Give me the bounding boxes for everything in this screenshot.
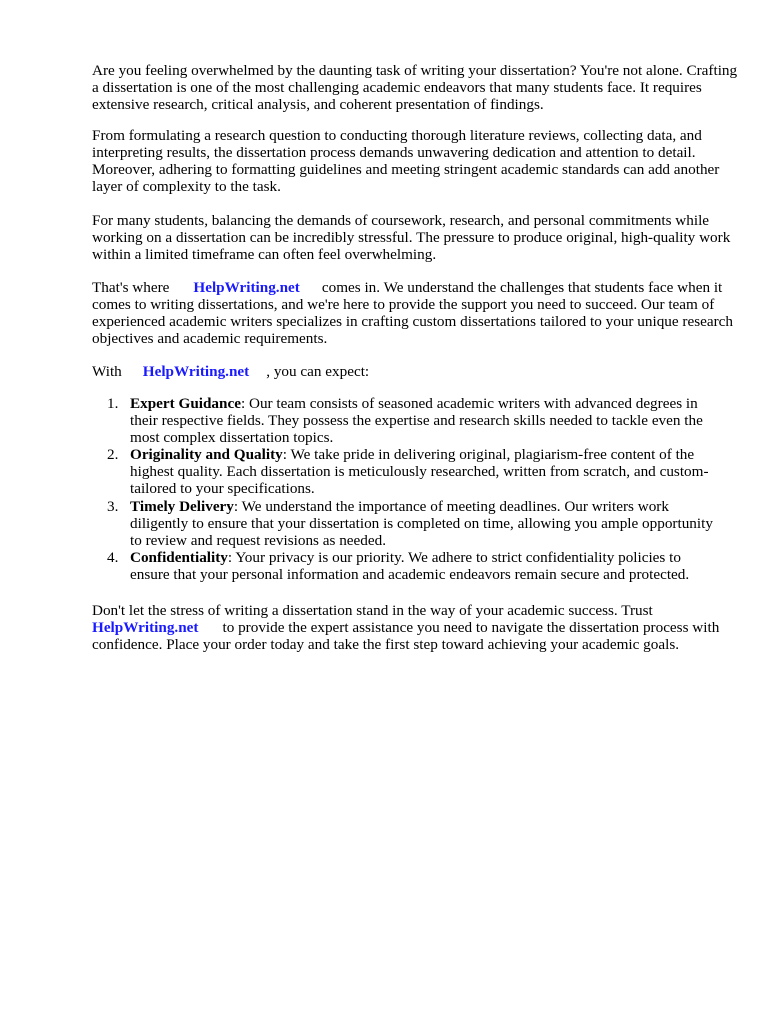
expectations-tail: , you can expect:: [266, 363, 370, 380]
list-text: Your privacy is our priority. We adhere to strict confidentiality policies to ensure that your personal information and academic endeavors remain secure and protected.: [130, 548, 690, 583]
list-term: Expert Guidance: [130, 395, 241, 412]
process-paragraph: From formulating a research question to conducting thorough literature reviews, collecting data, and interpreting results, the dissertation process demands unwavering dedication and attention to detail. Moreover, adhering to formatting guidelines and meeting stringent academic standards can add another layer of complexity to the task.: [92, 127, 720, 196]
list-number: 4.: [107, 548, 119, 566]
list-text: We understand the importance of meeting deadlines. Our writers work diligently to ensure that your dissertation is completed on time, allowing you ample opportunity to review and request revisions as needed.: [130, 497, 713, 549]
closing-lead: Don't let the stress of writing a dissertation stand in the way of your academic success. Trust: [92, 602, 653, 619]
list-term: Originality and Quality: [130, 446, 283, 464]
list-term: Confidentiality: [130, 548, 228, 566]
stress-paragraph: For many students, balancing the demands of coursework, research, and personal commitments while working on a dissertation can be incredibly stressful. The pressure to produce original, high-quality work within a limited timeframe can often feel overwhelming.: [92, 212, 731, 264]
benefits-list: [92, 395, 722, 583]
list-separator: :: [227, 548, 233, 566]
helpwriting-link[interactable]: HelpWriting.net: [193, 279, 300, 296]
list-number: 1.: [107, 395, 119, 412]
list-text: Our team consists of seasoned academic writers with advanced degrees in their respective fields. They possess the expertise and research skills needed to tackle even the most complex dissertation topics.: [130, 395, 703, 447]
list-separator: :: [240, 395, 246, 412]
list-item: [92, 549, 722, 583]
expectations-intro: [92, 363, 742, 380]
helpwriting-link[interactable]: HelpWriting.net: [142, 363, 250, 380]
list-term: Timely Delivery: [130, 497, 234, 515]
helpwriting-link[interactable]: HelpWriting.net: [92, 619, 199, 637]
list-item: [92, 498, 722, 549]
expectations-lead: With: [92, 363, 122, 380]
list-number: 3.: [107, 497, 119, 515]
service-paragraph-text: comes in. We understand the challenges that students face when it comes to writing dissertations, and we're here to provide the support you need to succeed. Our team of experienced academic writers specializes in crafting custom dissertations tailored to your unique research objectives and academic requirements.: [92, 279, 733, 348]
list-number: 2.: [107, 446, 119, 464]
list-separator: :: [233, 497, 239, 515]
list-item: [92, 395, 722, 446]
list-item: [92, 446, 722, 497]
closing-paragraph: [92, 602, 742, 653]
intro-paragraph: Are you feeling overwhelmed by the daunting task of writing your dissertation? You're not alone. Crafting a dissertation is one of the most challenging academic endeavors that many students face. It requires extensive research, critical analysis, and coherent presentation of findings.: [92, 62, 738, 114]
service-paragraph: [92, 279, 742, 347]
service-paragraph-lead: That's where: [92, 279, 170, 296]
list-text: We take pride in delivering original, plagiarism-free content of the highest quality. Each dissertation is meticulously researched, written from scratch, and custom-tailored to your specifications.: [130, 446, 709, 498]
list-separator: :: [282, 446, 287, 464]
closing-text: to provide the expert assistance you need to navigate the dissertation process with confidence. Place your order today and take the first step toward achieving your academic goals.: [92, 619, 720, 654]
